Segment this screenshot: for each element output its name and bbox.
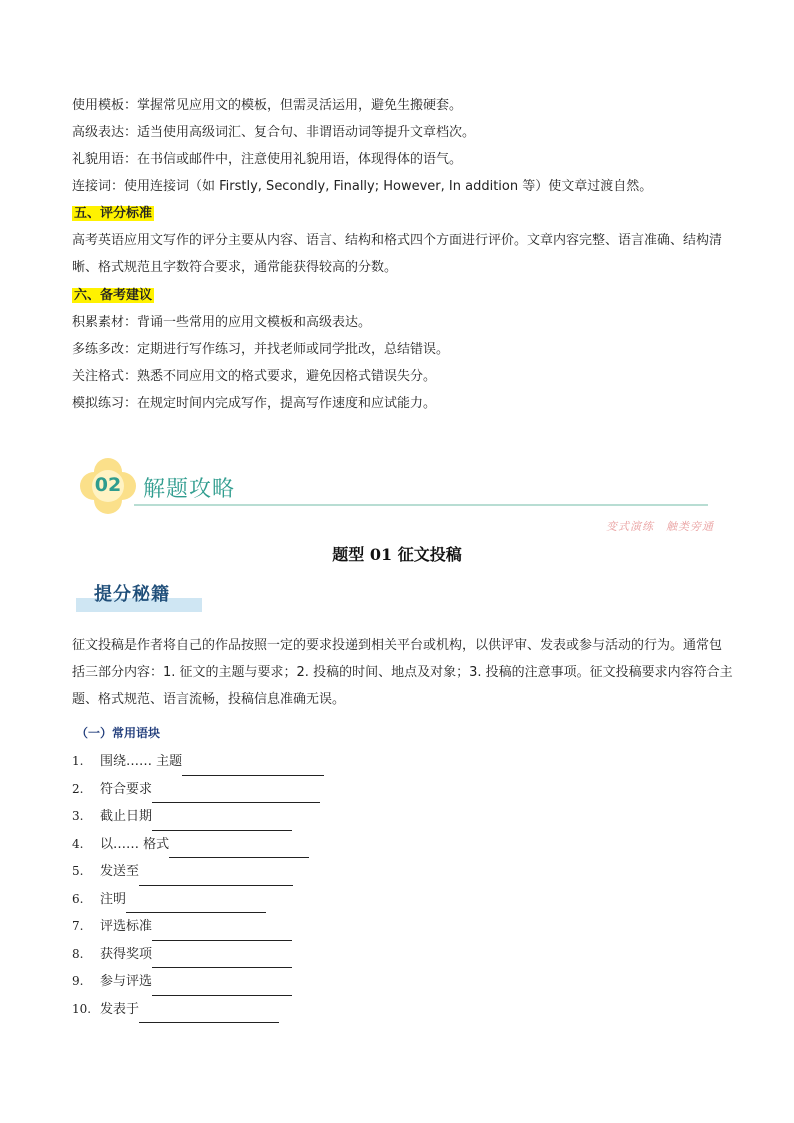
item-text: 注明: [100, 891, 127, 907]
advice-line: 多练多改：定期进行写作练习，并找老师或同学批改，总结错误。: [72, 342, 450, 357]
item-text: 参与评选: [100, 974, 153, 989]
answer-blank[interactable]: [169, 840, 309, 858]
list-item: [72, 831, 472, 859]
phrase-list: [72, 748, 472, 1023]
list-item: [72, 996, 472, 1024]
intro-block: [72, 92, 732, 200]
section-banner: [78, 456, 718, 533]
section-5-heading: 五、评分标准: [74, 206, 153, 221]
advice-line: 模拟练习：在规定时间内完成写作，提高写作速度和应试能力。: [72, 396, 437, 411]
section-5-text: 高考英语应用文写作的评分主要从内容、语言、结构和格式四个方面进行评价。文章内容完整、语言准确、结构清晰、格式规范且字数符合要求，通常能获得较高的分数。: [72, 233, 723, 275]
banner-number: 02: [94, 474, 122, 496]
item-number: 3.: [72, 809, 84, 823]
answer-blank[interactable]: [152, 950, 292, 968]
answer-blank[interactable]: [139, 1005, 279, 1023]
intro-line: 连接词：使用连接词（如 Firstly, Secondly, Finally; However, In addition 等）使文章过渡自然。: [72, 179, 653, 194]
list-item: [72, 968, 472, 996]
item-text: 截止日期: [100, 809, 153, 824]
item-text: 围绕…… 主题: [100, 754, 183, 769]
common-phrases-heading: （一）常用语块: [76, 726, 161, 740]
intro-line: 礼貌用语：在书信或邮件中，注意使用礼貌用语，体现得体的语气。: [72, 152, 463, 167]
answer-blank[interactable]: [152, 785, 320, 803]
answer-blank[interactable]: [152, 813, 292, 831]
item-number: 4.: [72, 836, 84, 851]
item-number: 6.: [72, 891, 84, 906]
answer-blank[interactable]: [139, 868, 293, 886]
item-number: 5.: [72, 864, 84, 878]
item-number: 2.: [72, 781, 84, 796]
item-number: 8.: [72, 946, 84, 961]
advice-line: 积累素材：背诵一些常用的应用文模板和高级表达。: [72, 315, 372, 330]
section-6-block: [72, 309, 732, 417]
item-number: 10.: [72, 1001, 92, 1016]
item-text: 以…… 格式: [100, 836, 170, 852]
description-text: 征文投稿是作者将自己的作品按照一定的要求投递到相关平台或机构，以供评审、发表或参与活动的行为。通常包括三部分内容：1. 征文的主题与要求；2. 投稿的时间、地点及对象；3. 投稿的注意事项。征文投稿要求内容符合主题、格式规范、语言流畅，投稿信息准确无误。: [72, 638, 733, 707]
banner-tagline: 变式演练 触类旁通: [606, 520, 714, 533]
list-item: [72, 858, 472, 886]
section-6-heading-row: [72, 282, 154, 309]
answer-blank[interactable]: [152, 978, 292, 996]
list-item: [72, 886, 472, 914]
answer-blank[interactable]: [152, 923, 292, 941]
tip-label-box: [76, 578, 202, 614]
list-item: [72, 803, 472, 831]
item-text: 发送至: [100, 864, 140, 879]
item-text: 发表于: [100, 1001, 140, 1017]
item-text: 符合要求: [100, 781, 153, 797]
item-text: 获得奖项: [100, 946, 153, 962]
list-item: [72, 913, 472, 941]
intro-line: 高级表达：适当使用高级词汇、复合句、非谓语动词等提升文章档次。: [72, 125, 476, 140]
section-5-heading-row: [72, 200, 154, 227]
item-number: 9.: [72, 974, 84, 988]
item-number: 1.: [72, 754, 84, 768]
banner-divider: [134, 504, 708, 506]
list-item: [72, 748, 472, 776]
banner-title: 解题攻略: [143, 477, 236, 502]
answer-blank[interactable]: [182, 758, 324, 776]
answer-blank[interactable]: [126, 895, 266, 913]
advice-line: 关注格式：熟悉不同应用文的格式要求，避免因格式错误失分。: [72, 369, 437, 384]
intro-line: 使用模板：掌握常见应用文的模板，但需灵活运用，避免生搬硬套。: [72, 98, 463, 113]
list-item: [72, 941, 472, 969]
section-6-heading: 六、备考建议: [74, 288, 153, 303]
list-item: [72, 776, 472, 804]
question-title: 题型 01 征文投稿: [332, 545, 462, 564]
tip-label: 提分秘籍: [94, 584, 170, 605]
item-number: 7.: [72, 919, 84, 933]
item-text: 评选标准: [100, 919, 153, 934]
